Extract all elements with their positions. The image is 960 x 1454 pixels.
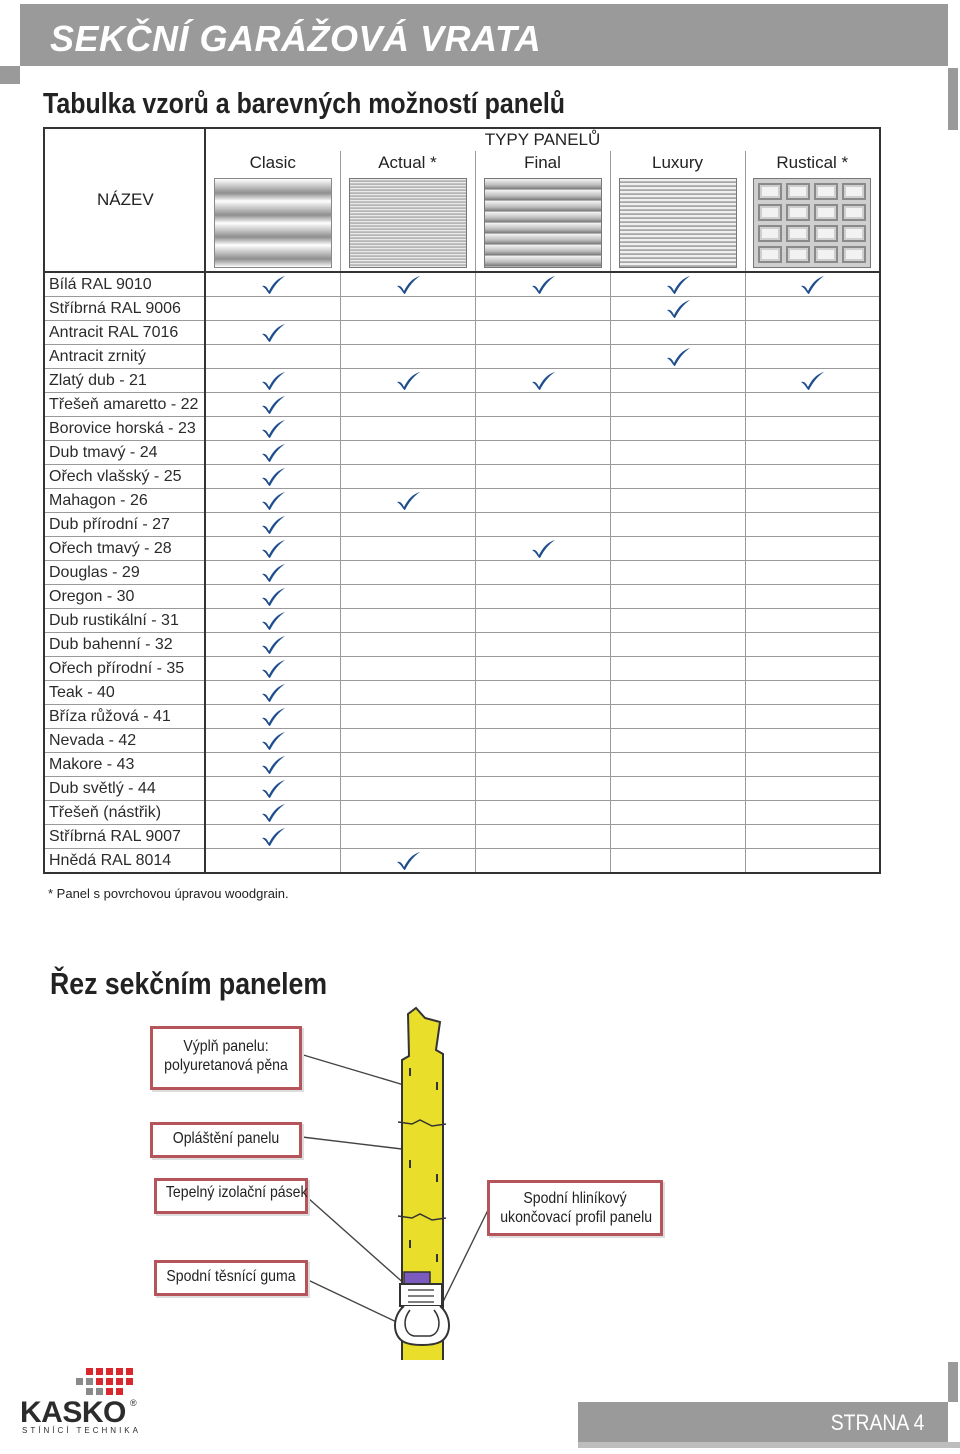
checkmark-icon [260,659,286,679]
table-row [44,801,880,825]
availability-cell [745,537,880,561]
page-number-label: STRANA 4 [830,1410,924,1435]
color-name: Teak - 40 [44,681,205,705]
availability-cell [610,417,745,441]
availability-cell [205,705,340,729]
availability-cell [340,465,475,489]
color-name: Oregon - 30 [44,585,205,609]
callout-bottom-seal: Spodní těsnící guma [154,1260,308,1296]
color-name: Dub přírodní - 27 [44,513,205,537]
table-row [44,657,880,681]
availability-cell [745,849,880,874]
checkmark-icon [260,755,286,775]
color-name: Mahagon - 26 [44,489,205,513]
availability-cell [340,849,475,874]
table-row [44,561,880,585]
table-row [44,393,880,417]
panel-type-label: Final [524,153,561,172]
table-row [44,272,880,297]
color-rows [44,272,880,873]
availability-cell [745,272,880,297]
color-name: Dub rustikální - 31 [44,609,205,633]
availability-cell [340,513,475,537]
availability-cell [610,297,745,321]
panel-type-3 [475,151,610,272]
checkmark-icon [260,563,286,583]
color-name: Douglas - 29 [44,561,205,585]
availability-cell [340,657,475,681]
color-name: Zlatý dub - 21 [44,369,205,393]
availability-cell [205,801,340,825]
table-row [44,345,880,369]
availability-cell [745,561,880,585]
checkmark-icon [395,851,421,871]
table-row [44,537,880,561]
availability-cell [475,513,610,537]
panel-swatch-wide-ribbed-silver [484,178,602,268]
leader-line-cladding [302,1137,410,1150]
checkmark-icon [260,491,286,511]
checkmark-icon [260,635,286,655]
header-banner [20,4,948,66]
leader-line-bottom-profile [440,1210,488,1308]
availability-cell [205,633,340,657]
panel-type-2 [340,151,475,272]
availability-cell [610,585,745,609]
availability-cell [340,609,475,633]
availability-cell [610,729,745,753]
color-name: Borovice horská - 23 [44,417,205,441]
availability-cell [475,849,610,874]
checkmark-icon [260,683,286,703]
color-name: Nevada - 42 [44,729,205,753]
availability-cell [745,729,880,753]
cross-section-drawing [0,990,960,1360]
availability-cell [340,705,475,729]
availability-cell [340,321,475,345]
availability-cell [745,681,880,705]
checkmark-icon [260,443,286,463]
availability-cell [610,777,745,801]
availability-cell [205,417,340,441]
checkmark-icon [260,395,286,415]
availability-cell [475,489,610,513]
availability-cell [745,465,880,489]
availability-cell [475,465,610,489]
availability-cell [745,609,880,633]
checkmark-icon [260,731,286,751]
availability-cell [205,609,340,633]
color-name: Dub tmavý - 24 [44,441,205,465]
checkmark-icon [395,371,421,391]
availability-cell [205,393,340,417]
availability-cell [205,345,340,369]
availability-cell [610,609,745,633]
table-row [44,609,880,633]
table-row [44,321,880,345]
panel-type-5 [745,151,880,272]
availability-cell [745,393,880,417]
color-name: Dub světlý - 44 [44,777,205,801]
availability-cell [475,825,610,849]
color-name: Makore - 43 [44,753,205,777]
table-row [44,417,880,441]
logo-wordmark: KASKO [20,1396,126,1429]
color-name: Stříbrná RAL 9006 [44,297,205,321]
table-row [44,633,880,657]
availability-cell [475,657,610,681]
availability-cell [745,825,880,849]
availability-cell [205,272,340,297]
availability-cell [745,513,880,537]
color-name: Ořech vlašský - 25 [44,465,205,489]
availability-cell [610,513,745,537]
color-name: Třešeň (nástřik) [44,801,205,825]
availability-cell [340,537,475,561]
color-name: Hnědá RAL 8014 [44,849,205,874]
footer-bar [578,1402,948,1442]
availability-cell [340,801,475,825]
availability-cell [475,417,610,441]
table-row [44,849,880,874]
checkmark-icon [530,539,556,559]
availability-cell [745,801,880,825]
checkmark-icon [260,587,286,607]
table-footnote: * Panel s povrchovou úpravou woodgrain. [48,886,289,901]
availability-cell [610,272,745,297]
availability-cell [475,393,610,417]
checkmark-icon [395,275,421,295]
checkmark-icon [665,299,691,319]
availability-cell [340,633,475,657]
callout-bottom-profile [487,1180,663,1236]
availability-cell [475,272,610,297]
availability-cell [340,681,475,705]
bottom-seal [395,1306,449,1345]
availability-cell [205,441,340,465]
availability-cell [205,489,340,513]
availability-cell [475,321,610,345]
logo-registered-mark: ® [130,1398,137,1408]
table-row [44,705,880,729]
availability-cell [745,633,880,657]
checkmark-icon [530,275,556,295]
table-row [44,441,880,465]
availability-cell [205,825,340,849]
availability-cell [745,705,880,729]
table-row [44,825,880,849]
checkmark-icon [260,803,286,823]
availability-cell [610,849,745,874]
color-name: Stříbrná RAL 9007 [44,825,205,849]
panel-type-label: Rustical * [776,153,849,172]
availability-cell [340,729,475,753]
table-row [44,729,880,753]
availability-cell [745,369,880,393]
availability-cell [610,753,745,777]
checkmark-icon [260,419,286,439]
availability-cell [475,561,610,585]
checkmark-icon [799,275,825,295]
leader-line-thermal-strip [308,1198,407,1286]
color-name: Třešeň amaretto - 22 [44,393,205,417]
availability-cell [340,561,475,585]
color-name: Ořech přírodní - 35 [44,657,205,681]
availability-cell [475,705,610,729]
availability-cell [205,321,340,345]
checkmark-icon [260,779,286,799]
availability-cell [475,609,610,633]
availability-cell [745,345,880,369]
availability-cell [610,801,745,825]
availability-cell [610,537,745,561]
availability-cell [610,681,745,705]
callout-cladding: Opláštění panelu [150,1122,302,1158]
callout-fill-line-2: polyuretanová pěna [164,1057,288,1074]
availability-cell [340,585,475,609]
availability-cell [340,753,475,777]
availability-cell [610,465,745,489]
panel-swatch-horizontal-ribbed-silver [214,178,332,268]
leader-line-bottom-seal [308,1280,405,1326]
availability-cell [205,849,340,874]
availability-cell [475,729,610,753]
checkmark-icon [395,491,421,511]
availability-cell [610,561,745,585]
checkmark-icon [260,467,286,487]
availability-cell [475,801,610,825]
panel-swatch-micro-ribbed-silver [619,178,737,268]
availability-cell [610,369,745,393]
availability-cell [475,441,610,465]
footer-underline [578,1442,960,1448]
availability-cell [745,321,880,345]
color-name: Antracit RAL 7016 [44,321,205,345]
availability-cell [610,633,745,657]
availability-cell [610,345,745,369]
leader-line-fill [300,1054,414,1088]
callout-profile-line-2: ukončovací profil panelu [500,1209,653,1226]
availability-cell [475,633,610,657]
availability-cell [205,585,340,609]
availability-cell [340,777,475,801]
banner-corner-accent [0,66,20,84]
availability-cell [745,441,880,465]
availability-cell [205,657,340,681]
panel-type-4 [610,151,745,272]
availability-cell [340,297,475,321]
checkmark-icon [665,347,691,367]
availability-cell [610,705,745,729]
checkmark-icon [260,827,286,847]
color-name: Bílá RAL 9010 [44,272,205,297]
callout-profile-line-1: Spodní hliníkový [523,1190,627,1207]
checkmark-icon [260,611,286,631]
table-section-title: Tabulka vzorů a barevných možností panelů [43,88,566,120]
checkmark-icon [260,323,286,343]
availability-cell [475,297,610,321]
color-name: Dub bahenní - 32 [44,633,205,657]
panel-color-table [43,127,881,874]
availability-cell [610,657,745,681]
availability-cell [475,681,610,705]
panel-swatch-fine-woodgrain-stripes [349,178,467,268]
panel-type-1 [205,151,340,272]
callout-thermal-strip: Tepelný izolační pásek [154,1178,308,1214]
logo-tagline: STÍNÍCÍ TECHNIKA [22,1426,141,1435]
table-row [44,369,880,393]
banner-edge-accent [948,68,958,130]
availability-cell [745,297,880,321]
panel-types-group-header: TYPY PANELŮ [205,128,880,151]
table-row [44,297,880,321]
availability-cell [205,753,340,777]
availability-cell [475,777,610,801]
availability-cell [475,369,610,393]
panel-type-label: Actual * [378,153,437,172]
checkmark-icon [799,371,825,391]
availability-cell [340,417,475,441]
availability-cell [340,441,475,465]
availability-cell [340,393,475,417]
availability-cell [610,321,745,345]
availability-cell [610,393,745,417]
availability-cell [205,465,340,489]
availability-cell [340,369,475,393]
availability-cell [610,441,745,465]
diagram-section-title: Řez sekčním panelem [50,966,328,1001]
availability-cell [340,489,475,513]
availability-cell [745,585,880,609]
checkmark-icon [665,275,691,295]
availability-cell [745,753,880,777]
checkmark-icon [260,515,286,535]
table-row [44,681,880,705]
color-name: Ořech tmavý - 28 [44,537,205,561]
availability-cell [205,561,340,585]
availability-cell [205,513,340,537]
availability-cell [205,369,340,393]
availability-cell [205,729,340,753]
availability-cell [745,489,880,513]
availability-cell [205,777,340,801]
table-row [44,489,880,513]
checkmark-icon [260,707,286,727]
table-row [44,753,880,777]
panel-type-label: Luxury [651,153,704,172]
checkmark-icon [260,275,286,295]
panel-type-label: Clasic [249,153,296,172]
name-column-header: NÁZEV [44,128,205,272]
checkmark-icon [530,371,556,391]
availability-cell [205,537,340,561]
table-row [44,585,880,609]
table-row [44,777,880,801]
callout-fill-line-1: Výplň panelu: [183,1038,269,1055]
availability-cell [340,272,475,297]
availability-cell [745,777,880,801]
availability-cell [475,345,610,369]
availability-cell [340,825,475,849]
page-heading: SEKČNÍ GARÁŽOVÁ VRATA [50,18,542,59]
panel-cross-section [0,990,960,1360]
table-row [44,513,880,537]
availability-cell [205,297,340,321]
availability-cell [610,489,745,513]
availability-cell [610,825,745,849]
checkmark-icon [260,539,286,559]
availability-cell [205,681,340,705]
availability-cell [475,537,610,561]
availability-cell [745,657,880,681]
availability-cell [340,345,475,369]
availability-cell [475,753,610,777]
availability-cell [475,585,610,609]
table-row [44,465,880,489]
footer-edge-accent [948,1362,958,1402]
checkmark-icon [260,371,286,391]
availability-cell [745,417,880,441]
callout-fill [150,1026,302,1090]
color-name: Antracit zrnitý [44,345,205,369]
color-name: Bříza růžová - 41 [44,705,205,729]
panel-swatch-cassette-panels [753,178,871,268]
